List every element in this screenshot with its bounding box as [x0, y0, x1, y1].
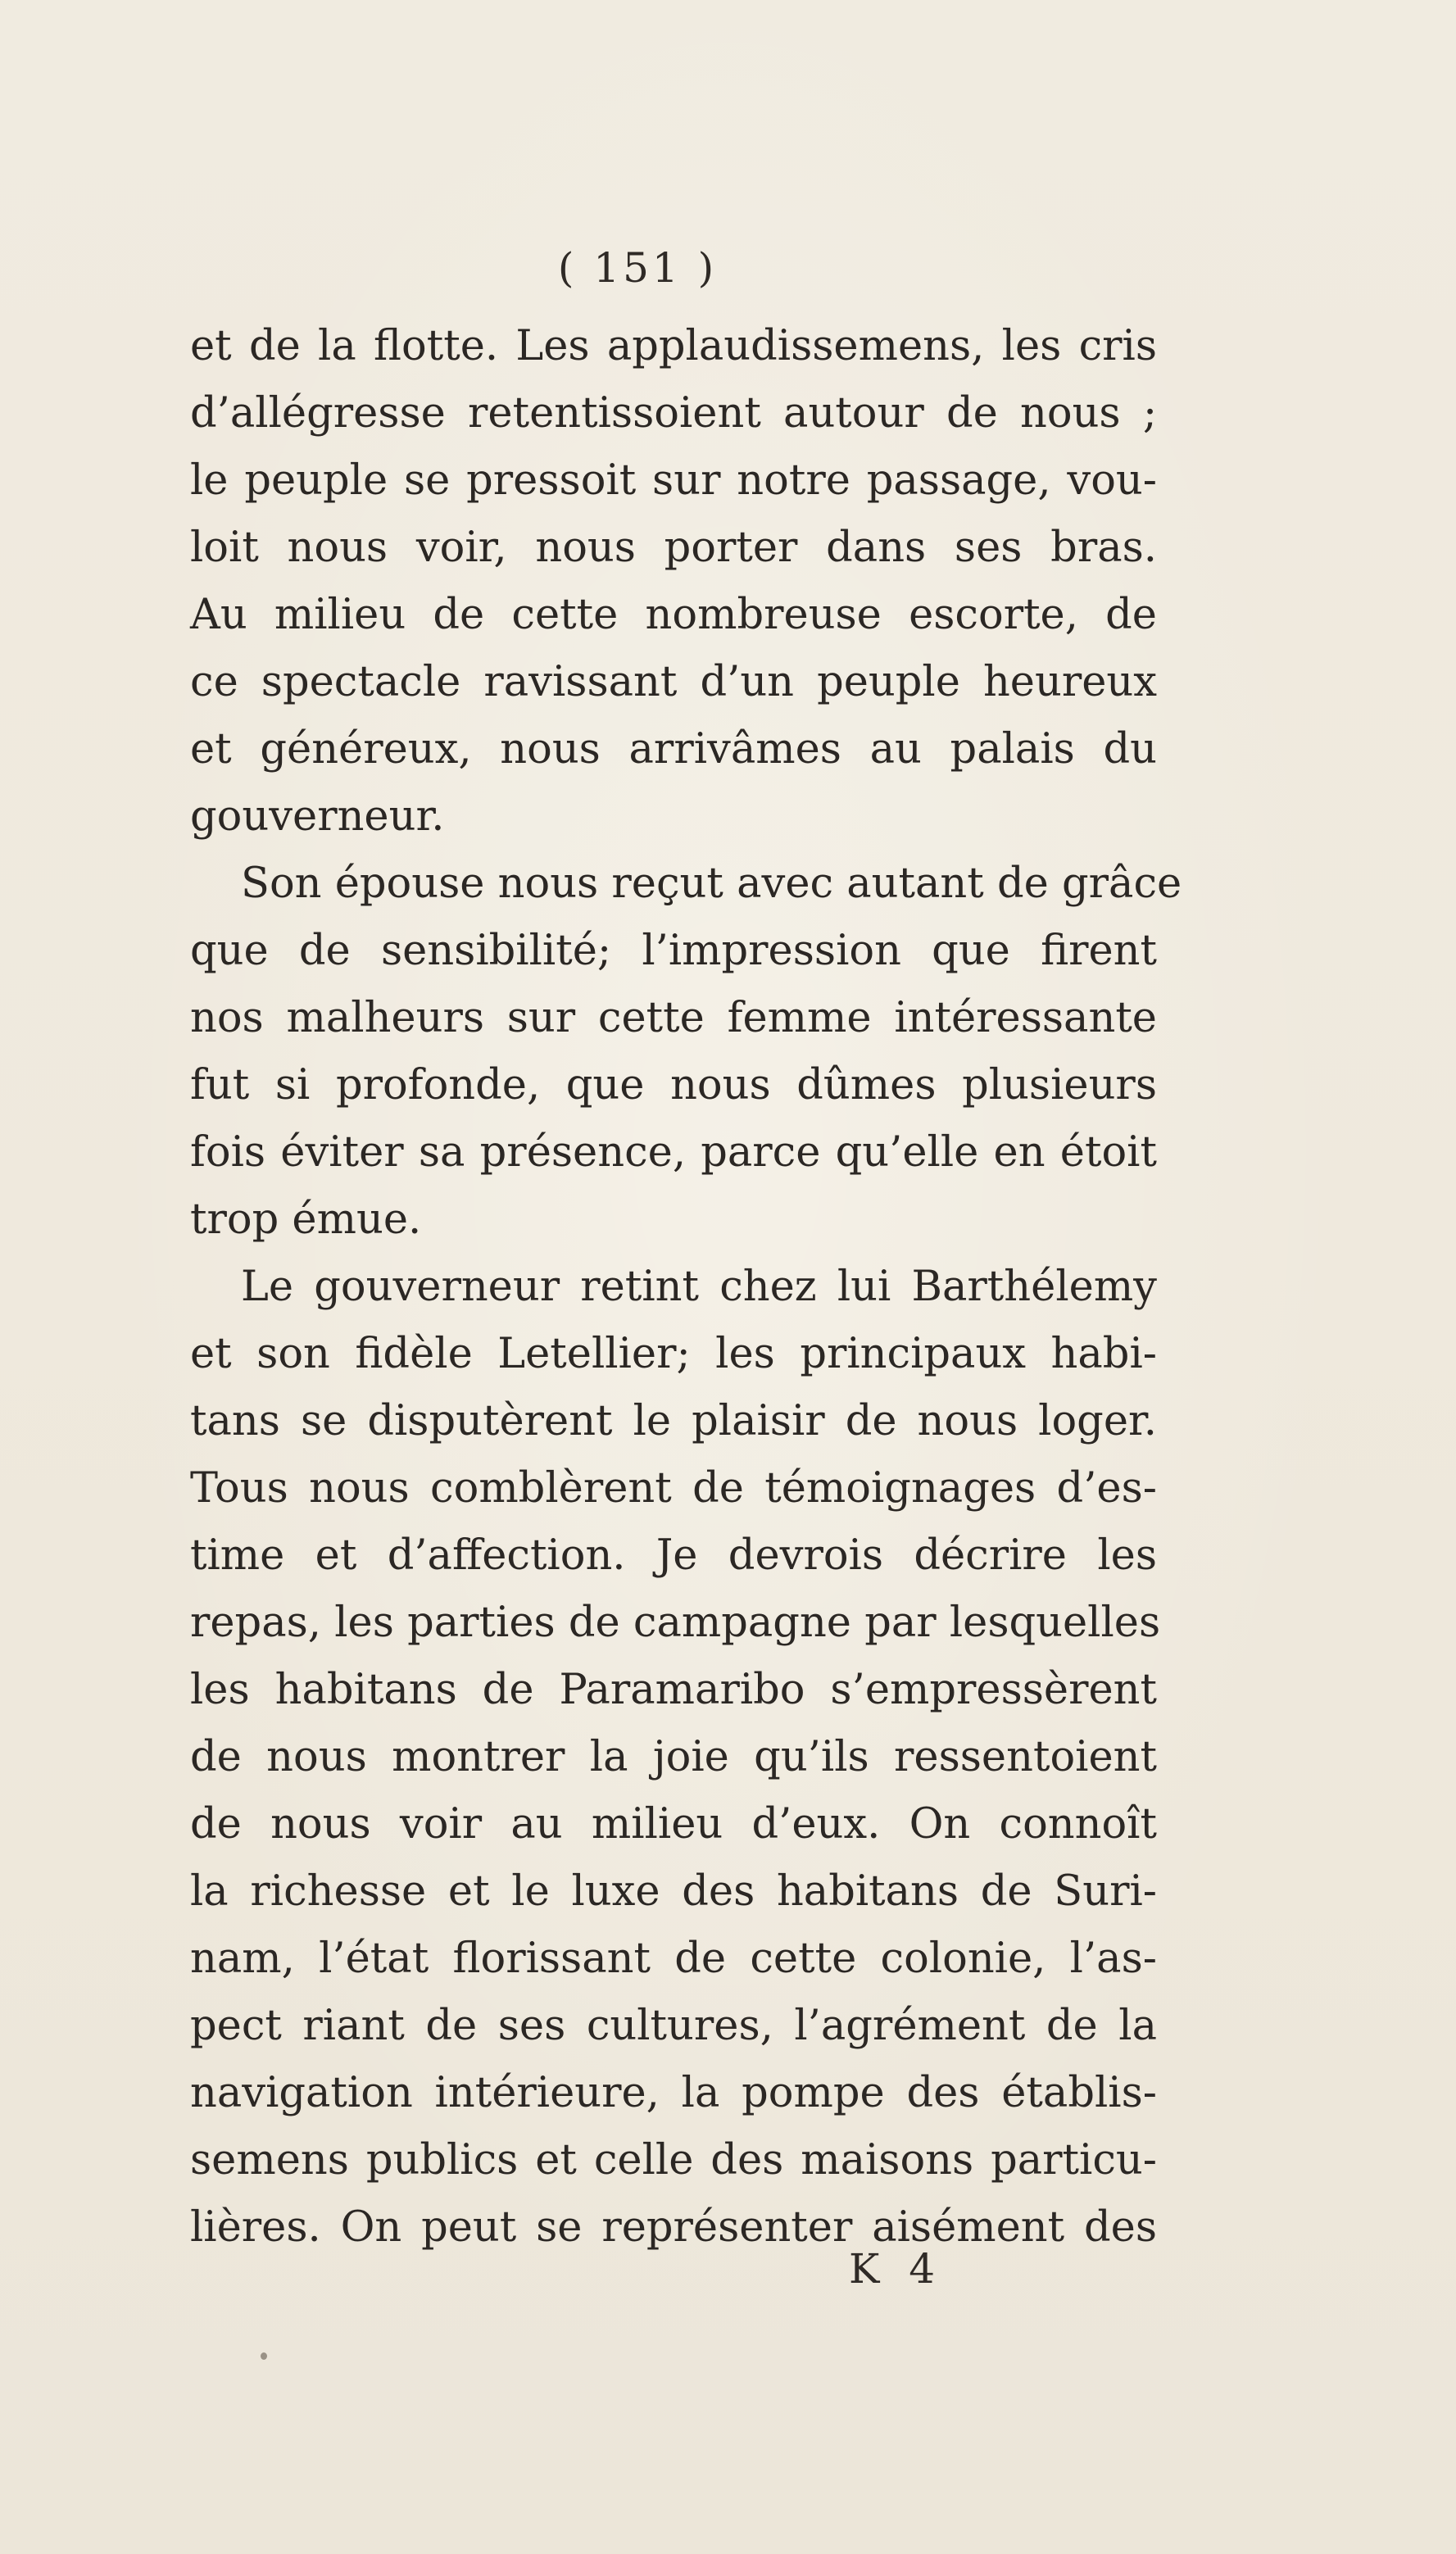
- text-line: pect riant de ses cultures, l’agrément de la: [190, 2002, 1157, 2050]
- text-line: nos malheurs sur cette femme intéressante: [190, 994, 1157, 1042]
- text-line: le peuple se pressoit sur notre passage, vou-: [190, 456, 1157, 505]
- paragraph-start-line: Le gouverneur retint chez lui Barthélemy: [241, 1263, 1157, 1311]
- text-line: la richesse et le luxe des habitans de Suri-: [190, 1867, 1157, 1916]
- text-line: fois éviter sa présence, parce qu’elle en étoit: [190, 1128, 1157, 1177]
- text-line: de nous voir au milieu d’eux. On connoît: [190, 1800, 1157, 1849]
- text-line: et son fidèle Letellier; les principaux habi-: [190, 1330, 1157, 1378]
- text-line: et généreux, nous arrivâmes au palais du: [190, 725, 1157, 773]
- text-line: fut si profonde, que nous dûmes plusieurs: [190, 1061, 1157, 1109]
- page-text: [190, 313, 1182, 2261]
- text-line: Tous nous comblèrent de témoignages d’es-: [190, 1464, 1157, 1513]
- paragraph-start-line: Son épouse nous reçut avec autant de grâce: [241, 860, 1182, 908]
- text-line: lières. On peut se représenter aisément des: [190, 2203, 1157, 2252]
- text-line: trop émue.: [190, 1195, 422, 1244]
- text-line: tans se disputèrent le plaisir de nous loger.: [190, 1397, 1157, 1445]
- paper-speck: [261, 2352, 267, 2360]
- text-line: ce spectacle ravissant d’un peuple heureux: [190, 658, 1157, 706]
- text-line: repas, les parties de campagne par lesquelles: [190, 1599, 1161, 1647]
- page-number-header: ( 151 ): [557, 244, 718, 292]
- text-line: que de sensibilité; l’impression que firent: [190, 927, 1157, 975]
- text-line: d’allégresse retentissoient autour de nous ;: [190, 389, 1157, 438]
- text-line: gouverneur.: [190, 792, 445, 841]
- text-line: semens publics et celle des maisons particu-: [190, 2136, 1157, 2184]
- text-line: les habitans de Paramaribo s’empressèrent: [190, 1666, 1157, 1714]
- text-line: de nous montrer la joie qu’ils ressentoient: [190, 1733, 1157, 1781]
- text-line: Au milieu de cette nombreuse escorte, de: [190, 591, 1157, 639]
- text-line: navigation intérieure, la pompe des établis-: [190, 2069, 1157, 2117]
- text-line: time et d’affection. Je devrois décrire les: [190, 1531, 1157, 1580]
- text-line: et de la flotte. Les applaudissemens, les cris: [190, 322, 1157, 370]
- signature-mark: K 4: [849, 2245, 944, 2293]
- text-line: nam, l’état florissant de cette colonie, l’as-: [190, 1935, 1157, 1983]
- text-line: loit nous voir, nous porter dans ses bras.: [190, 524, 1157, 572]
